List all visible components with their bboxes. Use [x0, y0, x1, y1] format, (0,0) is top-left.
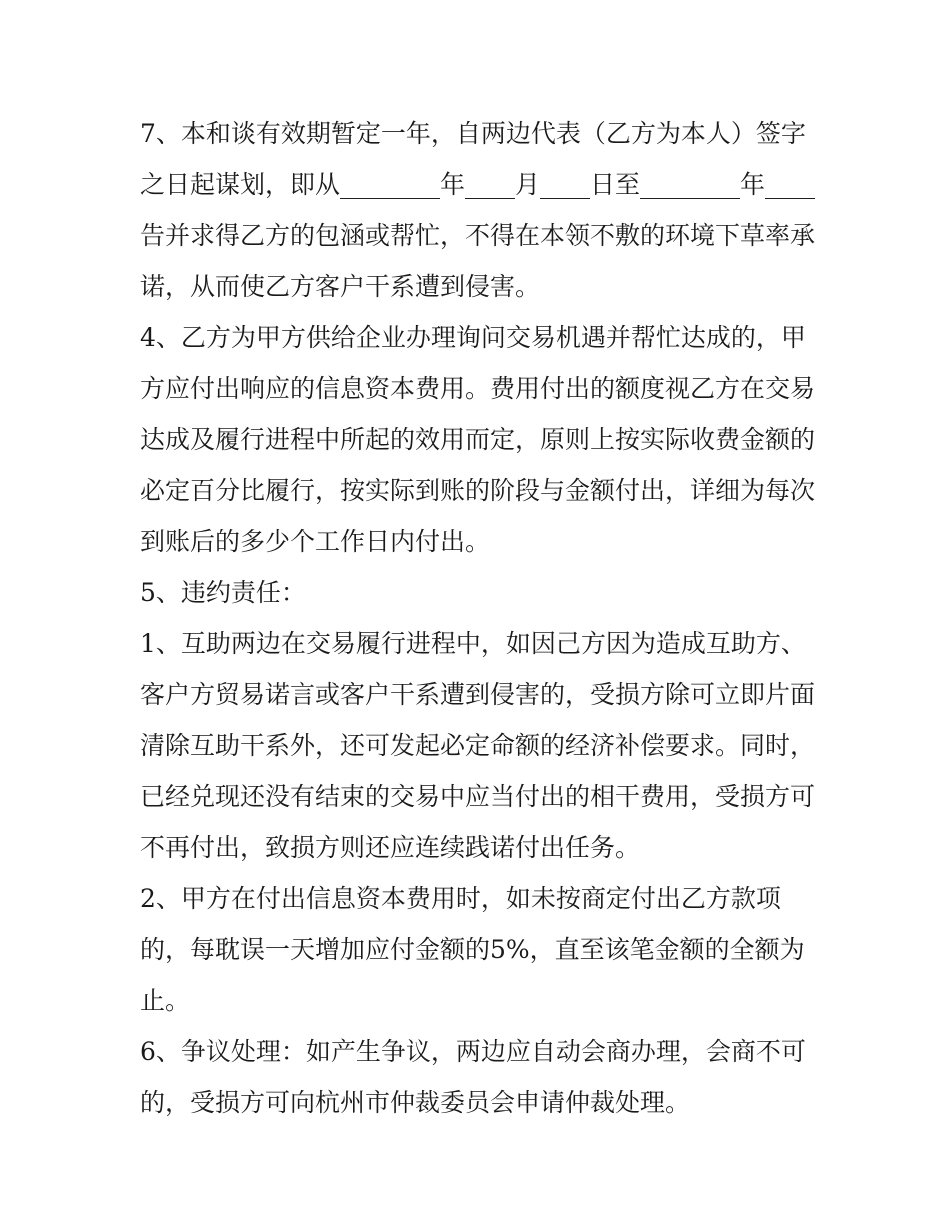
text-line: 已经兑现还没有结束的交易中应当付出的相干费用，受损方可: [140, 782, 816, 811]
text-line: 不再付出，致损方则还应连续践诺付出任务。: [140, 833, 641, 862]
text-line: 的，每耽误一天增加应付金额的5%，直至该笔金额的全额为: [140, 935, 805, 964]
text-line: 的，受损方可向杭州市仲裁委员会申请仲裁处理。: [140, 1088, 691, 1117]
text-line: 4、乙方为甲方供给企业办理询问交易机遇并帮忙达成的，甲: [140, 323, 806, 352]
section-heading: 5、违约责任：: [140, 578, 306, 607]
text-line: 2、甲方在付出信息资本费用时，如未按商定付出乙方款项: [140, 884, 781, 913]
text-line: 告并求得乙方的包涵或帮忙，不得在本领不敷的环境下草率承: [140, 221, 816, 250]
text-line: 之日起谋划，即从________年____月____日至________年____: [140, 170, 816, 199]
text-line: 清除互助干系外，还可发起必定命额的经济补偿要求。同时，: [140, 731, 816, 760]
text-line: 止。: [140, 986, 191, 1015]
text-line: 到账后的多少个工作日内付出。: [140, 527, 491, 556]
text-line: 方应付出响应的信息资本费用。费用付出的额度视乙方在交易: [140, 374, 816, 403]
text-line: 客户方贸易诺言或客户干系遭到侵害的，受损方除可立即片面: [140, 680, 816, 709]
text-line: 必定百分比履行，按实际到账的阶段与金额付出，详细为每次: [140, 476, 816, 505]
text-line: 7、本和谈有效期暂定一年，自两边代表（乙方为本人）签字: [140, 119, 806, 148]
document-body: [140, 108, 820, 1128]
text-line: 达成及履行进程中所起的效用而定，原则上按实际收费金额的: [140, 425, 816, 454]
text-line: 诺，从而使乙方客户干系遭到侵害。: [140, 272, 541, 301]
text-line: 1、互助两边在交易履行进程中，如因己方因为造成互助方、: [140, 629, 806, 658]
text-line: 6、争议处理：如产生争议，两边应自动会商办理，会商不可: [140, 1037, 806, 1066]
